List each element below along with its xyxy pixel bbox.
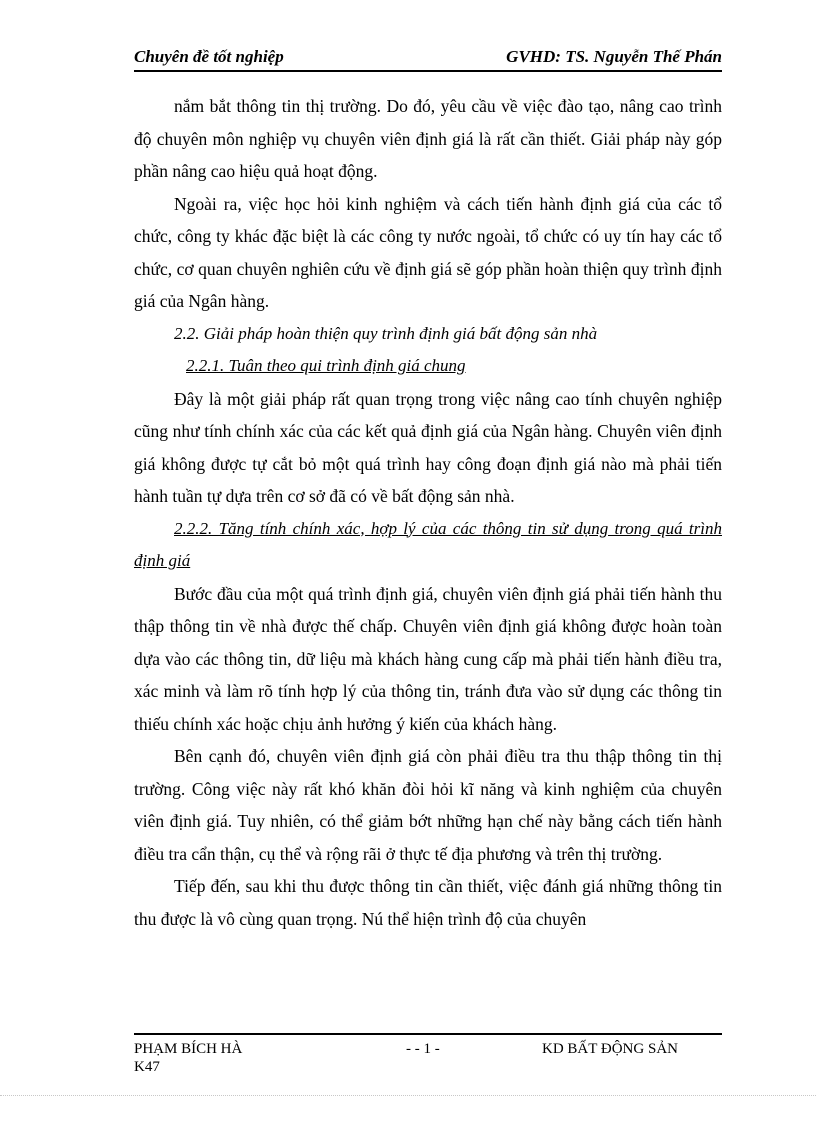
paragraph-5: Bên cạnh đó, chuyên viên định giá còn phải điều tra thu thập thông tin thị trường. Công việc này rất khó khăn đòi hỏi kĩ năng và kinh nghiệm của chuyên viên định giá. Tuy nhiên, có thể giảm bớt những hạn chế này bằng cách tiến hành điều tra cẩn thận, cụ thể và rộng rãi ở thực tế địa phương và trên thị trường. — [134, 746, 722, 864]
paragraph-3: Đây là một giải pháp rất quan trọng trong việc nâng cao tính chuyên nghiệp cũng như tính chính xác của các kết quả định giá của Ngân hàng. Chuyên viên định giá không được tự cắt bỏ một quá trình hay công đoạn định giá nào mà phải tiến hành tuần tự dựa trên cơ sở đã có về bất động sản nhà. — [134, 388, 722, 506]
footer-rule — [134, 1033, 722, 1035]
paragraph-4: Bước đầu của một quá trình định giá, chuyên viên định giá phải tiến hành thu thập thông tin về nhà được thế chấp. Chuyên viên định giá không được hoàn toàn dựa vào các thông tin, dữ liệu mà khách hàng cung cấp mà phải tiến hành điều tra, xác minh và làm rõ tính hợp lý của thông tin, tránh đưa vào sử dụng các thông tin thiếu chính xác hoặc chịu ảnh hưởng ý kiến của khách hàng. — [134, 583, 722, 734]
page-header — [134, 47, 722, 72]
paragraph-1: nắm bắt thông tin thị trường. Do đó, yêu cầu về việc đào tạo, nâng cao trình độ chuyên môn nghiệp vụ chuyên viên định giá là rất cần thiết. Giải pháp này góp phần nâng cao hiệu quả hoạt động. — [134, 96, 722, 181]
paragraph-6: Tiếp đến, sau khi thu được thông tin cần thiết, việc đánh giá những thông tin thu được là vô cùng quan trọng. Nú thể hiện trình độ của chuyên — [134, 876, 722, 929]
section-heading-2-2-2: 2.2.2. Tăng tính chính xác, hợp lý của các thông tin sử dụng trong quá trình định giá — [134, 518, 722, 570]
header-title: Chuyên đề tốt nghiệp — [134, 47, 284, 66]
section-heading-2-2: 2.2. Giải pháp hoàn thiện quy trình định giá bất động sản nhà — [174, 323, 598, 343]
section-heading-2-2-1: 2.2.1. Tuân theo qui trình định giá chung — [186, 356, 466, 375]
page-edge-divider — [0, 1095, 816, 1096]
footer-page-number: - - 1 - — [406, 1041, 440, 1057]
footer-class: K47 — [134, 1059, 160, 1075]
paragraph-2: Ngoài ra, việc học hỏi kinh nghiệm và cách tiến hành định giá của các tổ chức, công ty khác đặc biệt là các công ty nước ngoài, tổ chức có uy tín hay các tổ chức, cơ quan chuyên nghiên cứu về định giá sẽ góp phần hoàn thiện quy trình định giá của Ngân hàng. — [134, 193, 722, 311]
footer-author: PHẠM BÍCH HÀ — [134, 1041, 243, 1057]
header-supervisor: GVHD: TS. Nguyễn Thế Phán — [506, 47, 722, 66]
page-footer — [134, 1040, 722, 1076]
page-body — [134, 90, 722, 935]
footer-department: KD BẤT ĐỘNG SẢN — [542, 1041, 678, 1057]
